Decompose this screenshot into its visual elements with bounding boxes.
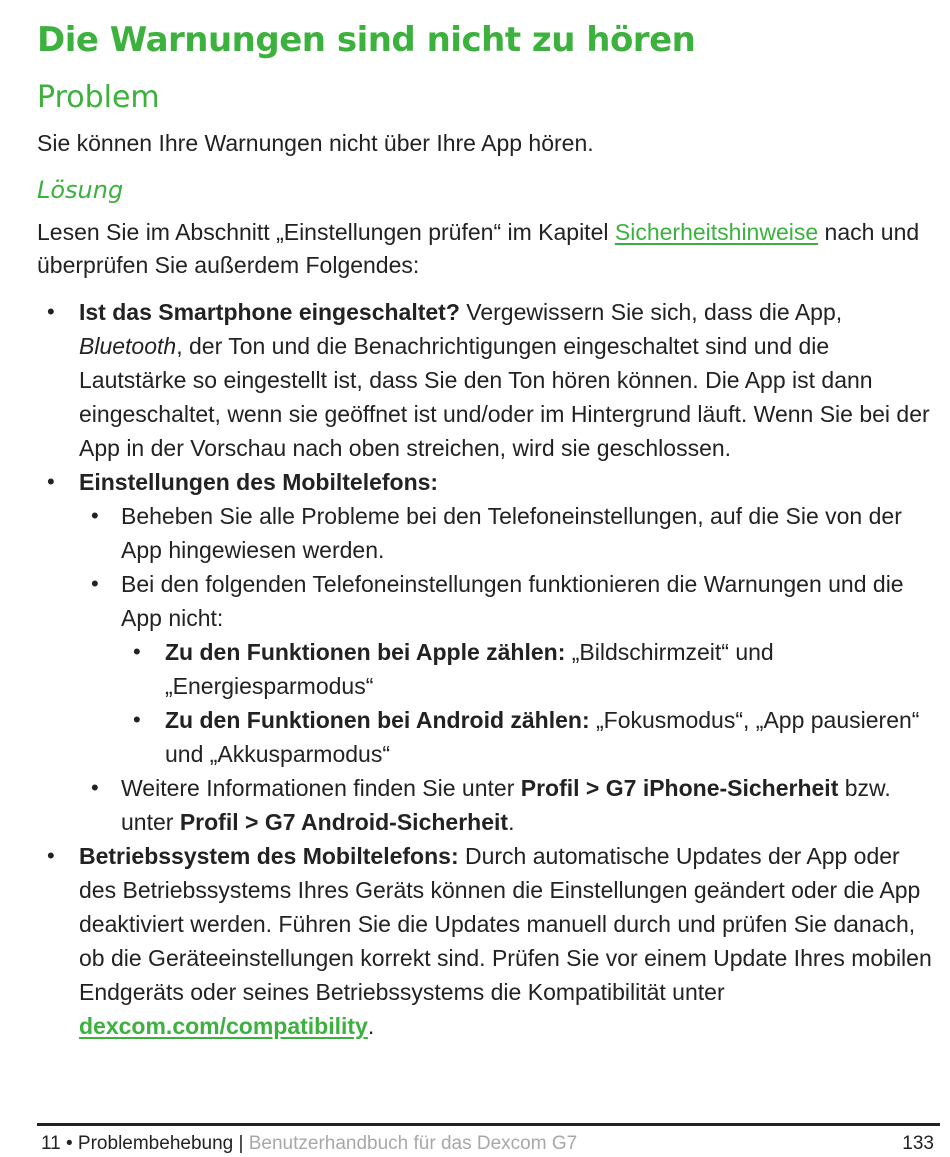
blocking-settings-text: Bei den folgenden Telefoneinstellungen funktionieren die Warnungen und die App nicht: (121, 571, 904, 631)
bullet-icon: • (133, 707, 141, 732)
bullet-icon: • (91, 571, 99, 596)
smartphone-question: Ist das Smartphone eingeschaltet? (79, 299, 460, 325)
sub-item-more-info (79, 771, 937, 839)
sub-item-fix-issues (79, 499, 937, 567)
page-number: 133 (902, 1133, 934, 1154)
footer-chapter: 11 • Problembehebung | (41, 1133, 249, 1154)
os-heading: Betriebssystem des Mobiltelefons: (79, 843, 459, 869)
apple-features: „Bildschirmzeit“ und „Energiesparmodus“ (165, 639, 774, 699)
smartphone-text-rest: , der Ton und die Benachrichtigungen eingeschaltet sind und die Lautstärke so eingestellt ist, dass Sie den Ton hören können. Die App ist dann eingeschaltet, wenn sie geöffnet ist und/oder im Hintergrund läuft. Wenn Sie bei der App in der Vorschau nach oben streichen, wird sie geschlossen. (79, 333, 930, 461)
problem-heading: Problem (37, 80, 160, 115)
page-title: Die Warnungen sind nicht zu hören (37, 20, 696, 60)
os-text: Durch automatische Updates der App oder des Betriebssystems Ihres Geräts können die Einstellungen geändert oder die App deaktiviert werden. Führen Sie die Updates manuell durch und prüfen Sie danach, ob die Geräteeinstellungen korrekt sind. Prüfen Sie vor einem Update Ihres mobilen Endgeräts oder seines Betriebssystems die Kompatibilität unter (79, 843, 932, 1005)
list-item-os (37, 839, 937, 1043)
bullet-icon: • (47, 299, 55, 324)
bluetooth-term: Bluetooth (79, 333, 177, 359)
bullet-icon: • (47, 843, 55, 868)
list-item-smartphone (37, 295, 937, 465)
android-label: Zu den Funktionen bei Android zählen: (165, 707, 590, 733)
sub-item-android (121, 703, 937, 771)
bullet-icon: • (47, 469, 55, 494)
compatibility-link[interactable]: dexcom.com/compatibility (79, 1013, 368, 1039)
android-safety-path: Profil > G7 Android-Sicherheit (179, 809, 509, 835)
phone-settings-heading: Einstellungen des Mobiltelefons: (79, 469, 439, 495)
fix-issues-text: Beheben Sie alle Probleme bei den Telefoneinstellungen, auf die Sie von der App hingewiesen werden. (121, 503, 902, 563)
more-info-text-2: bzw. unter (121, 775, 891, 835)
solution-intro-text: Lesen Sie im Abschnitt „Einstellungen prüfen“ im Kapitel (37, 219, 615, 245)
more-info-end: . (508, 809, 515, 835)
footer-divider (37, 1123, 940, 1126)
solution-intro (37, 216, 937, 282)
bullet-icon: • (133, 639, 141, 664)
page-footer (41, 1132, 934, 1156)
safety-notes-link[interactable]: Sicherheitshinweise (614, 219, 819, 245)
sub-item-apple (121, 635, 937, 703)
apple-label: Zu den Funktionen bei Apple zählen: (165, 639, 566, 665)
phone-settings-sublist (79, 499, 937, 839)
checklist (37, 295, 937, 1043)
problem-text: Sie können Ihre Warnungen nicht über Ihre App hören. (37, 130, 594, 156)
footer-manual-title: Benutzerhandbuch für das Dexcom G7 (248, 1133, 578, 1154)
android-features: „Fokusmodus“, „App pausieren“ und „Akkusparmodus“ (165, 707, 920, 767)
os-text-end: . (367, 1013, 375, 1039)
solution-heading: Lösung (37, 176, 124, 204)
list-item-phone-settings (37, 465, 937, 839)
platform-sublist (121, 635, 937, 771)
bullet-icon: • (91, 775, 99, 800)
solution-intro-text-end: nach und überprüfen Sie außerdem Folgendes: (37, 219, 920, 278)
more-info-text: Weitere Informationen finden Sie unter (121, 775, 521, 801)
sub-item-blocking-settings (79, 567, 937, 771)
smartphone-text: Vergewissern Sie sich, dass die App, (459, 299, 843, 325)
iphone-safety-path: Profil > G7 iPhone-Sicherheit (520, 775, 839, 801)
bullet-icon: • (91, 503, 99, 528)
